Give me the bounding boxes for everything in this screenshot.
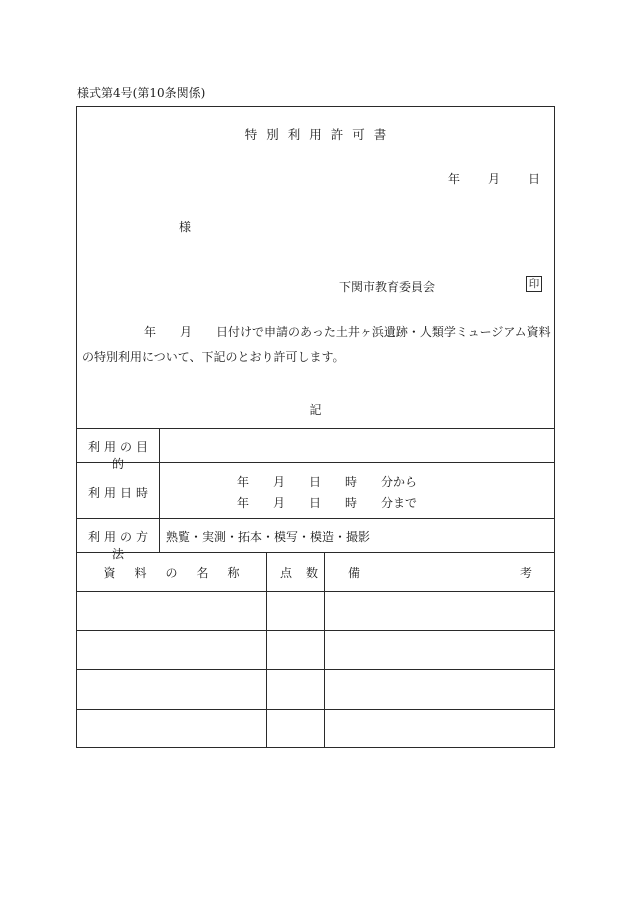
datetime-label: 利用日時 xyxy=(87,486,152,500)
datetime-from[interactable]: 年 月 日 時 分から xyxy=(237,475,418,489)
divider xyxy=(77,591,554,592)
divider xyxy=(77,518,554,519)
table-column-divider xyxy=(266,552,267,748)
datetime-until[interactable]: 年 月 日 時 分まで xyxy=(237,496,418,510)
divider xyxy=(77,630,554,631)
divider xyxy=(77,669,554,670)
body-text-line-1: 年 月 日付けで申請のあった土井ヶ浜遺跡・人類学ミュージアム資料 xyxy=(144,325,551,339)
header-count: 点数 xyxy=(280,566,333,580)
header-material-name: 資料の名称 xyxy=(103,566,259,580)
purpose-label: 利用の目的 xyxy=(87,440,152,471)
date-month-label: 月 xyxy=(487,172,500,186)
header-remarks: 備考 xyxy=(348,566,532,580)
method-options[interactable]: 熟覧・実測・拓本・模写・模造・撮影 xyxy=(166,530,371,544)
label-column-divider xyxy=(159,428,160,552)
document-title: 特別利用許可書 xyxy=(244,127,396,142)
ki-heading: 記 xyxy=(309,403,322,417)
permit-form xyxy=(76,106,555,748)
issue-date xyxy=(448,170,540,187)
date-day-label: 日 xyxy=(527,172,540,186)
seal-stamp-box: 印 xyxy=(526,276,542,292)
date-year-label: 年 xyxy=(447,172,460,186)
body-text-line-2: の特別利用について、下記のとおり許可します。 xyxy=(82,350,345,364)
issuer-name: 下関市教育委員会 xyxy=(339,280,436,294)
divider xyxy=(77,709,554,710)
form-number: 様式第4号(第10条関係) xyxy=(77,86,206,100)
table-column-divider xyxy=(324,552,325,748)
method-label: 利用の方法 xyxy=(87,530,152,561)
addressee-honorific: 様 xyxy=(179,220,192,234)
divider xyxy=(77,428,554,429)
